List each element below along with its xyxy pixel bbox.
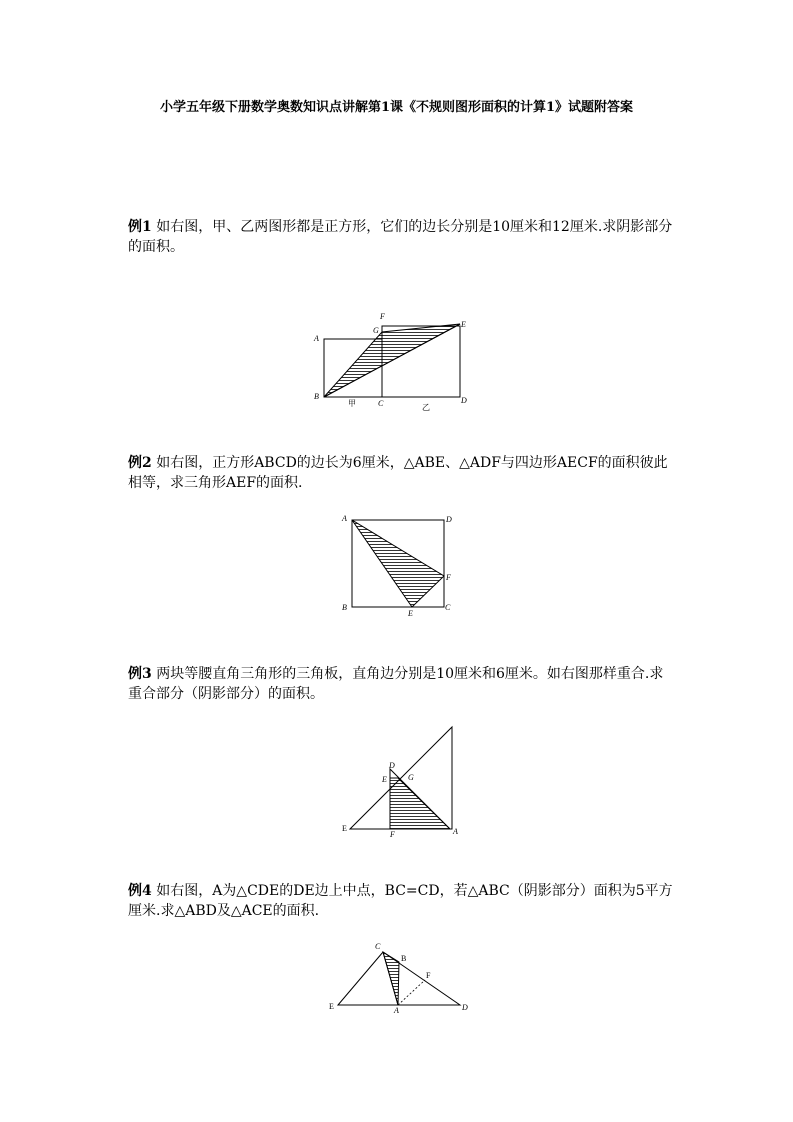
figure-3: [340, 722, 470, 842]
problem-2: [128, 453, 673, 493]
problem-text: 两块等腰直角三角形的三角板，直角边分别是10厘米和6厘米。如右图那样重合.求重合部分（阴影部分）的面积。: [128, 666, 664, 702]
label-C: C: [378, 399, 384, 408]
label-jia: 甲: [348, 399, 356, 408]
problem-label: 例3: [128, 666, 152, 682]
label-F: F: [426, 971, 431, 980]
problem-4: [128, 881, 673, 921]
figure-1: [310, 310, 480, 415]
problem-text: 如右图，A为△CDE的DE边上中点，BC=CD，若△ABC（阴影部分）面积为5平方厘米.求△ABD及△ACE的面积.: [128, 883, 673, 919]
label-A: A: [342, 514, 347, 523]
label-D: D: [461, 396, 467, 405]
label-C: C: [375, 942, 381, 951]
figure-2: [340, 510, 460, 620]
label-E-small: E: [382, 775, 387, 784]
dashed-AF: [398, 980, 425, 1005]
label-G: G: [408, 773, 414, 782]
problem-text: 如右图，甲、乙两图形都是正方形，它们的边长分别是10厘米和12厘米.求阴影部分的面积。: [128, 219, 673, 255]
problem-label: 例1: [128, 219, 152, 235]
label-B: B: [342, 603, 347, 612]
problem-label: 例4: [128, 883, 152, 899]
label-A: A: [453, 827, 458, 836]
label-A: A: [394, 1006, 399, 1015]
shaded-triangle-AEF: [352, 520, 444, 607]
label-E: E: [408, 609, 413, 618]
label-F: F: [380, 312, 385, 321]
label-D: D: [462, 1003, 468, 1012]
label-yi: 乙: [422, 403, 430, 412]
label-D: D: [446, 515, 452, 524]
page-title: 小学五年级下册数学奥数知识点讲解第1课《不规则图形面积的计算1》试题附答案: [159, 100, 634, 115]
problem-label: 例2: [128, 455, 152, 471]
label-B: B: [401, 954, 407, 963]
label-G: G: [373, 326, 379, 335]
label-D: D: [389, 761, 395, 770]
shaded-overlap: [390, 778, 450, 829]
label-C: C: [445, 603, 451, 612]
figure-4: [325, 940, 475, 1020]
label-A: A: [314, 334, 319, 343]
problem-1: [128, 217, 673, 257]
label-E: E: [342, 824, 347, 833]
label-B: B: [314, 392, 319, 401]
problem-3: [128, 664, 673, 704]
label-E: E: [329, 1002, 334, 1011]
label-E: E: [461, 320, 466, 329]
label-F: F: [446, 573, 451, 582]
label-F: F: [390, 830, 395, 839]
problem-text: 如右图，正方形ABCD的边长为6厘米，△ABE、△ADF与四边形AECF的面积彼此相等，求三角形AEF的面积.: [128, 455, 668, 491]
